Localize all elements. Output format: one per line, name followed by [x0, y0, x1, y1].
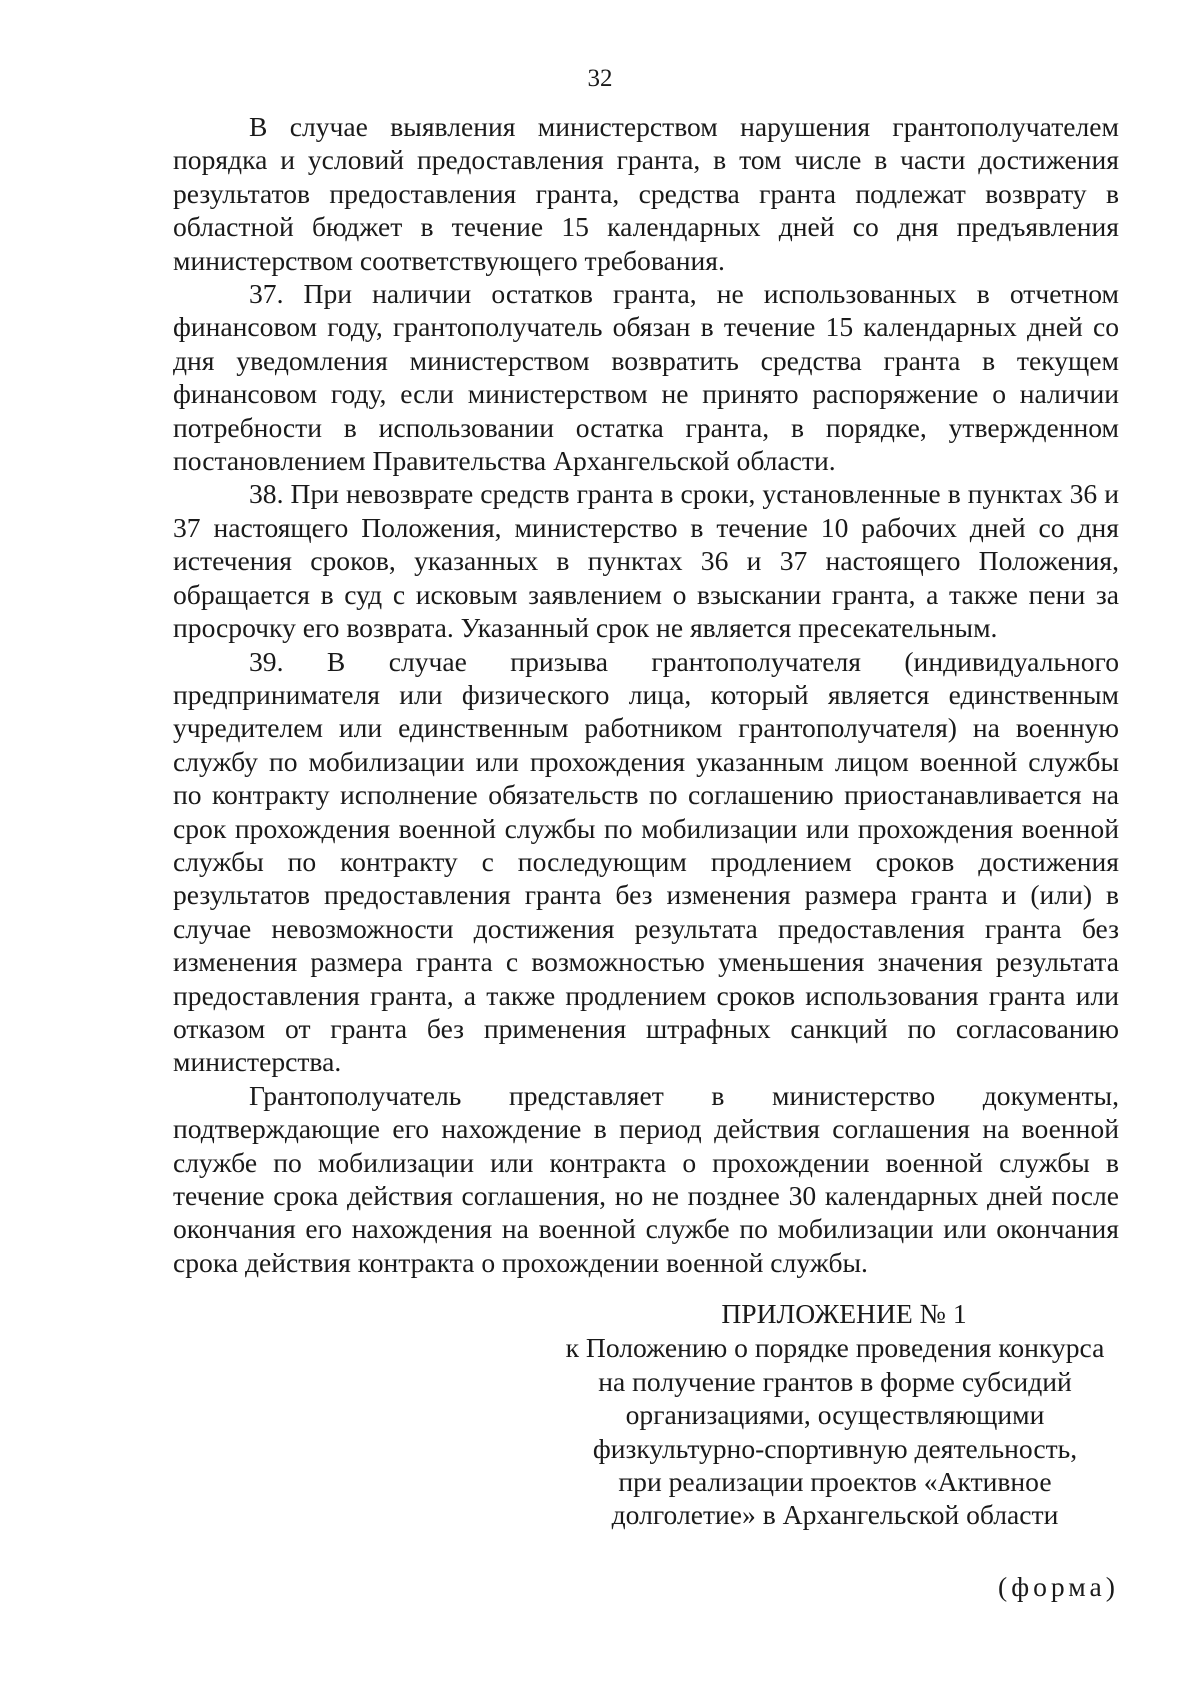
appendix-line: на получение грантов в форме субсидий	[598, 1365, 1072, 1397]
form-note: (форма)	[998, 1571, 1119, 1602]
document-body	[173, 110, 1119, 1279]
paragraph-38: 38. При невозврате средств гранта в сроки, установленные в пунктах 36 и 37 настоящего Положения, министерство в течение 10 рабочих дней со дня истечения сроков, указанных в пунктах 36 и 37 настоящего Положения, обращается в суд с исковым заявлением о взыскании гранта, а также пени за просрочку его возврата. Указанный срок не является пресекательным.	[173, 478, 1119, 644]
appendix-line: организациями, осуществляющими	[625, 1399, 1045, 1431]
appendix-line: долголетие» в Архангельской области	[611, 1499, 1059, 1531]
appendix-heading: ПРИЛОЖЕНИЕ № 1	[721, 1298, 967, 1329]
paragraph-39: 39. В случае призыва грантополучателя (индивидуального предпринимателя или физического лица, который является единственным учредителем или единственным работником грантополучателя) на военную службу по мобилизации или прохождения указанным лицом военной службы по контракту исполнение обязательств по соглашению приостанавливается на срок прохождения военной службы по мобилизации или прохождения военной службы по контракту с последующим продлением сроков достижения результатов предоставления гранта без изменения размера гранта и (или) в случае невозможности достижения результата предоставления гранта без изменения размера гранта с возможностью уменьшения значения результата предоставления гранта, а также продлением сроков использования гранта или отказом от гранта без применения штрафных санкций по согласованию министерства.	[173, 645, 1119, 1078]
appendix-block	[540, 1297, 1130, 1532]
paragraph-37: 37. При наличии остатков гранта, не использованных в отчетном финансовом году, грантополучатель обязан в течение 15 календарных дней со дня уведомления министерством возвратить средства гранта в текущем финансовом году, если министерством не принято распоряжение о наличии потребности в использовании остатка гранта, в порядке, утвержденном постановлением Правительства Архангельской области.	[173, 278, 1119, 477]
appendix-line: при реализации проектов «Активное	[618, 1466, 1052, 1498]
paragraph-grantee-documents: Грантополучатель представляет в министерство документы, подтверждающие его нахождение в период действия соглашения на военной службе по мобилизации или контракта о прохождении военной службы в течение срока действия соглашения, но не позднее 30 календарных дней после окончания его нахождения на военной службе по мобилизации или окончания срока действия контракта о прохождении военной службы.	[173, 1079, 1119, 1278]
appendix-line: физкультурно-спортивную деятельность,	[592, 1432, 1078, 1464]
appendix-line: к Положению о порядке проведения конкурса	[565, 1332, 1105, 1364]
paragraph-return-of-grant: В случае выявления министерством нарушения грантополучателем порядка и условий предоставления гранта, в том числе в части достижения результатов предоставления гранта, средства гранта подлежат возврату в областной бюджет в течение 15 календарных дней со дня предъявления министерством соответствующего требования.	[173, 111, 1119, 276]
page-number: 32	[587, 65, 613, 92]
